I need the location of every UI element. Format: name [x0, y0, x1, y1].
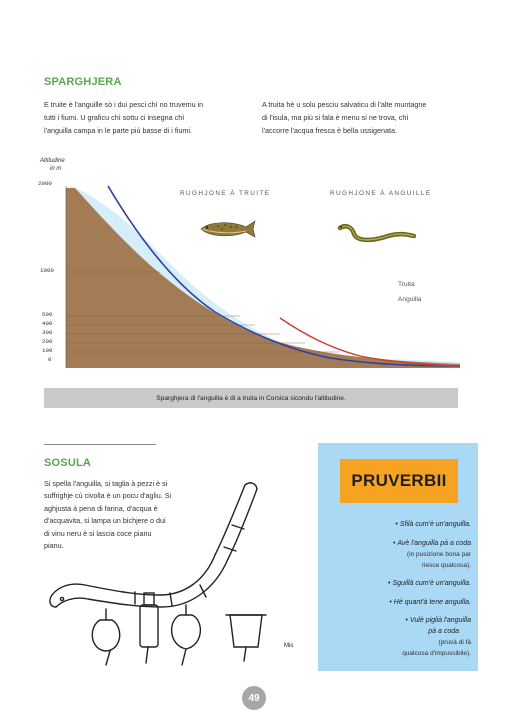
proverb-item: • Hè quant'à tene anguilla. — [389, 599, 471, 606]
paragraph-line: l'anguilla campa in le parte più basse di i fiumi. — [44, 126, 192, 136]
y-tick: 300 — [42, 329, 53, 336]
chart-caption: Sparghjera di l'anguilla è di a truita in Corsica sicondu l'altitudine. — [156, 394, 346, 402]
bullet-icon: • — [389, 599, 394, 606]
paragraph-line: Si spella l'anguilla, si taglia à pezzi è si — [44, 479, 168, 488]
proverb-item: • Vulè piglià l'anguilla pà a coda (pruvà di fà qualcosa d'impussibile). — [402, 617, 471, 657]
y-tick: 100 — [42, 347, 53, 354]
paragraph-line: di vinu neru è si lascia coce pianu — [44, 528, 152, 538]
proverbs-title: PRUVERBII — [351, 471, 447, 490]
proverb-item: • Sguillà cum'è un'anguilla. — [388, 580, 471, 587]
paragraph-line: pianu. — [44, 541, 64, 551]
trout-icon — [198, 218, 258, 240]
bullet-icon: • — [405, 617, 410, 624]
chart-caption-bar — [44, 388, 458, 408]
y-axis-label: Altitudine in m — [40, 158, 65, 172]
page-number-badge — [242, 686, 266, 710]
paragraph-line: E truite è l'anguille sò i dui pesci chì no truvemu in — [44, 100, 204, 109]
proverbs-title-box — [340, 459, 458, 503]
paragraph-line: tutti i fiumi. U graficu chì sottu ci insegna chì — [44, 113, 185, 123]
y-tick: 0 — [48, 356, 52, 363]
zone-eel-label: RUGHJONE À ANGUILLE — [330, 190, 432, 197]
y-tick: 1000 — [40, 267, 54, 274]
artist-signature: Mis — [284, 643, 294, 649]
paragraph-line: l'accorre l'acqua fresca è bella ussigenata. — [262, 126, 397, 136]
paragraph-line: di l'isula, ma più si fala è menu si ne trova, chì — [262, 113, 409, 123]
legend-truita: Truita — [398, 281, 415, 288]
y-tick: 500 — [42, 311, 53, 318]
y-tick: 200 — [42, 338, 53, 345]
zone-trout-label: RUGHJONE À TRUITE — [180, 190, 271, 197]
terrain-slope — [66, 188, 460, 368]
proverb-item: • Sfilà cum'è un'anguilla. — [395, 521, 471, 528]
paragraph-line: d'acquavita, si lampa un bichjere o dui — [44, 516, 166, 526]
bullet-icon: • — [388, 580, 393, 587]
bullet-icon: • — [395, 521, 400, 528]
page-number: 49 — [248, 692, 260, 704]
paragraph-line: A truita hè u solu pesciu salvaticu di l'alte muntagne — [262, 100, 427, 109]
paragraph-line: aghjusta à pena di farina, d'acqua è — [44, 503, 158, 513]
section-title-sparghjera: SPARGHJERA — [44, 76, 122, 88]
eel-icon — [336, 218, 416, 246]
proverb-item: • Avè l'anguilla pà a coda (in pusizione bona par riesce qualcosa). — [392, 540, 471, 569]
paragraph-line: suffrighje cù civolla è un pocu d'agliu. Si — [44, 491, 172, 501]
section-title-sosula: SOSULA — [44, 457, 92, 469]
y-tick: 400 — [42, 320, 53, 327]
y-tick: 2000 — [38, 180, 52, 187]
eel-cartoon-illustration — [40, 455, 315, 680]
bullet-icon: • — [392, 540, 398, 547]
legend-anguilla: Anguilla — [398, 296, 422, 303]
section-divider — [44, 444, 156, 445]
